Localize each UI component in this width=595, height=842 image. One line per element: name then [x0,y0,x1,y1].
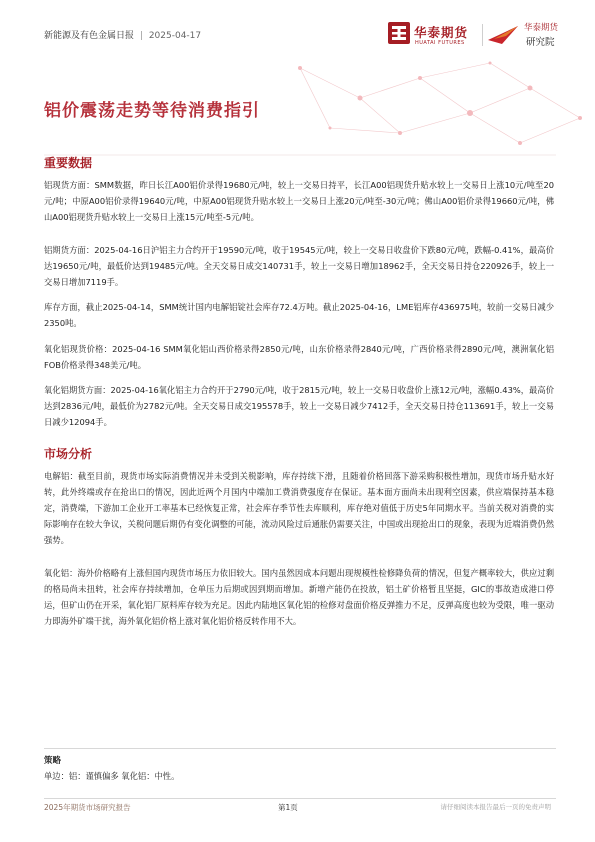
paragraph-alumina-spot: 氧化铝现货价格：2025-04-16 SMM氧化铝山西价格录得2850元/吨，山东价格录得2840元/吨，广西价格录得2890元/吨，澳洲氧化铝FOB价格录得348美元/吨。 [44,343,554,370]
report-meta [44,28,201,41]
report-category: 新能源及有色金属日报 [44,31,135,41]
research-institute-logo [488,20,588,50]
paragraph-alumina-futures: 氧化铝期货方面：2025-04-16氧化铝主力合约开于2790元/吨，收于2815元/吨，较上一交易日收盘价上涨12元/吨，涨幅0.43%，最高价达到2836元/吨，最低价为2782元/吨。全天交易日成交195578手，较上一交易日减少7412手，全天交易日持仓113691手，较上一交易日减少12094手。 [44,385,554,428]
paragraph-inventory: 库存方面，截止2025-04-14，SMM统计国内电解铝锭社会库存72.4万吨。截止2025-04-16，LME铝库存436975吨，较前一交易日减少2350吨。 [44,302,554,329]
huatai-logo-icon [388,22,410,44]
page-header [0,0,595,60]
footer-page-number: 第1页 [278,803,298,812]
strategy-title: 策略 [44,756,62,766]
logo-secondary-line1: 华泰期货 [524,23,559,33]
strategy-text: 单边：铝：谨慎偏多 氧化铝：中性。 [44,771,180,781]
footer-disclaimer: 请仔细阅读本报告最后一页的免责声明 [440,803,551,811]
report-body [44,154,554,629]
logo-secondary-line2: 研究院 [526,37,555,48]
paragraph-alumina-analysis: 氧化铝：海外价格略有上涨但国内现货市场压力依旧较大。国内虽然因成本问题出现规模性检修降负荷的情况，但复产概率较大，供应过剩的格局尚未扭转，社会库存持续增加，仓单压力后期或因到期而增加。新增产能仍在投放，铝土矿价格暂且坚挺，GIC的事故造成港口停运，但矿山仍在开采，氧化铝厂原料库存较为充足。因此内陆地区氧化铝的检修对盘面价格反弹推力不足，反弹高度也较为受限，唯一驱动力即海外矿端干扰，海外氧化铝价格上涨对氧化铝价格反转作用不大。 [44,567,554,627]
paragraph-electrolytic-aluminum: 电解铝：截至目前，现货市场实际消费情况并未受到关税影响，库存持续下滑，且随着价格回落下游采购积极性增加，现货市场升贴水好转，此外终端或存在抢出口的情况，因此近两个月国内中端加工费消费强度存在保证。基本面方面尚未出现利空因素，供应端保持基本稳定，消费端，下游加工企业开工率基本已经恢复正常，社会库存季节性去库顺利，库存绝对值低于历史5年同期水平。当前关税对消费的实际影响存在较大争议，关税问题后期仍有变化调整的可能，流动风险过后通胀仍需要关注，中国或出现抢出口的现象，表现为近端消费仍然强势。 [44,470,554,546]
footer-divider [44,798,556,799]
strategy-divider [44,748,556,749]
research-institute-logo-icon [488,22,518,44]
footer-report-name: 2025年期货市场研究报告 [44,803,131,812]
logo-divider [482,24,483,46]
meta-separator: | [139,31,143,41]
paragraph-aluminum-futures: 铝期货方面：2025-04-16日沪铝主力合约开于19590元/吨，收于19545元/吨，较上一交易日收盘价下跌80元/吨，跌幅-0.41%，最高价达19650元/吨，最低价达到19485元/吨。全天交易日成交140731手，较上一交易日增加18962手，全天交易日持仓220926手，较上一交易日增加7119手。 [44,244,554,288]
logo-primary-cn: 华泰期货 [414,25,469,40]
paragraph-aluminum-spot: 铝现货方面：SMM数据，昨日长江A00铝价录得19680元/吨，较上一交易日持平，长江A00铝现货升贴水较上一交易日上涨10元/吨至20元/吨；中原A00铝价录得19640元/吨，中原A00铝现货升贴水较上一交易日上涨20元/吨至-30元/吨；佛山A00铝价录得19660元/吨，佛山A00铝现货升贴水较上一交易日上涨15元/吨至-5元/吨。 [44,180,554,223]
report-date: 2025-04-17 [148,31,202,41]
section-heading-key-data: 重要数据 [44,156,93,170]
report-title: 铝价震荡走势等待消费指引 [44,101,260,121]
huatai-logo [388,22,478,48]
logo-primary-en: HUATAI FUTURES [415,40,465,46]
section-heading-market-analysis: 市场分析 [44,446,93,461]
